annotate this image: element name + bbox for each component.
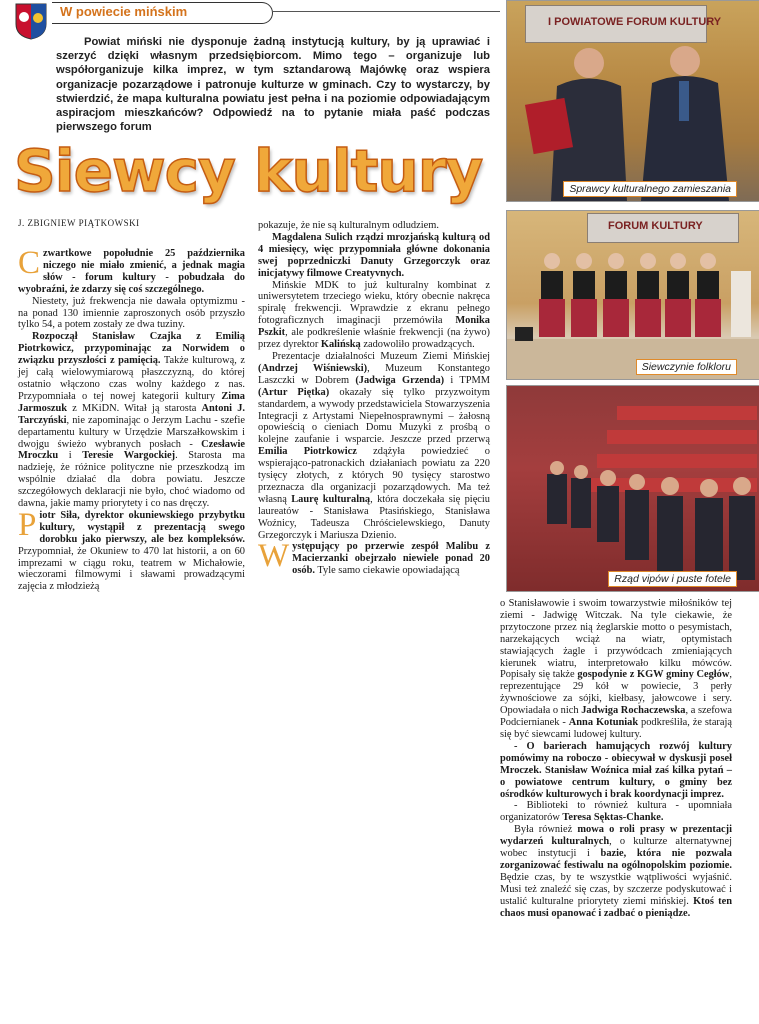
bold-text: Antoni J. Tarczyński [18, 402, 245, 426]
text: Także kulturową, z jej całą wielowymiarową płaszczyzną, do której ostatnio włączono czas wolny każdego z nas. Przypomniała o tej nowej kategorii kultury [18, 355, 245, 402]
drop-cap: P [18, 506, 37, 543]
article-column-1 [18, 245, 245, 593]
bold-text: Monika Pszkit [258, 315, 490, 339]
bold-text: Zima Jarmoszuk [18, 390, 245, 414]
paragraph [18, 245, 245, 296]
bold-text: - O barierach hamujących rozwój kultury pomówimy na roboczo - obiecywał w dyskusji poseł Mroczek. Stanisław Woźnica miał zaś kilka pytań – o powiatowe centrum kultury, o gminy bez ośrodków kulturowych i brak koordynacji imprez. [500, 740, 732, 800]
section-title: W powiecie mińskim [60, 4, 188, 19]
bold-text: Teresa Sęktas-Chanke. [562, 812, 664, 824]
text: Przypomniał, że Okuniew to 470 lat historii, a on 60 imprezami w ciągu roku, teatrem w Michałowie, wieczorami filmowymi i sławami prowadzącymi zajęcia z młodzieżą [18, 545, 245, 593]
banner-text: I POWIATOWE FORUM KULTURY [548, 16, 722, 28]
audience-illustration [507, 386, 759, 591]
text: okazały się tylko przyzwoitym standardem, a wywody przedstawiciela Stowarzyszenia Integracji z Artystami Niepełnosprawnymi – żałosną opowieścią o cieniach Domu Muzyki z prośbą o kolejne zaufanie i wsparcie. Jeszcze przed przerwą [258, 386, 491, 446]
text: , o kulturze alternatywnej wobec instytucji i [500, 836, 732, 860]
headline: Siewcy kultury [14, 137, 483, 205]
bold-text: Czesławie Mroczku [18, 438, 245, 462]
text: i [58, 450, 83, 462]
bold-text: gospodynie z KGW gminy Cegłów [577, 669, 730, 681]
text: - Biblioteki to również kultura - upomniała organizatorów [500, 800, 732, 824]
lead-paragraph [56, 35, 490, 134]
text: , reprezentujące 29 kół w powiecie, 3 perły żywnościowe za sójki, kiełbasy, jałowcowe i sery. Opowiadała o nich [500, 669, 732, 717]
bold-text: Rozpoczął Stanisław Czajka z Emilią Piotrkowicz, przypominając za Norwidem o związku przyszłości z pamięcią. [18, 331, 245, 367]
text: . Starosta ma nadzieję, że różnice polityczne nie przeszkodzą im wspólnie działać dla dobra powiatu. Jeszcze szczegółowych deklaracji nie było, choć wiadomo od dawna, jakie mamy priorytety i co nas dręczy. [18, 450, 245, 510]
bold-text: bazie, która nie pozwala zorganizować festiwalu na ogólnopolskim poziomie. [500, 848, 732, 871]
banner-text: FORUM KULTURY [608, 220, 703, 232]
text: , która doczekała się pięciu laureatów - Stanisława Ptasińskiego, Stanisława Woźnicy, Tadeusza Chróścielewskiego, Danuty Grzegorczyk i Mariusza Dzienio. [258, 493, 490, 541]
photo-speakers [506, 0, 759, 202]
text: Mińskie MDK to już kulturalny kombinat z uniwersytetem trzeciego wieku, który obecnie nakręca spiralę frekwencji. Wprawdzie z ekranu pełnego fotograficznych imaginacji przemówiła [258, 279, 490, 327]
speakers-illustration [507, 41, 759, 201]
bold-text: (Andrzej Wiśniewski) [258, 362, 368, 374]
bold-text: Laurę kulturalną [291, 493, 371, 505]
paragraph [500, 824, 732, 919]
powiat-crest-icon [14, 2, 48, 40]
text: Była również [514, 824, 578, 836]
text: z MKiDN. Witał ją starosta [67, 402, 202, 414]
bold-text: Ktoś ten chaos musi opanować i zadbać o pieniądze. [500, 895, 732, 919]
article-column-3 [500, 598, 732, 919]
paragraph: pokazuje, że nie są kulturalnym odludziem. [258, 220, 439, 231]
paragraph [500, 598, 732, 741]
text: zadowoliło prowadzących. [360, 339, 475, 351]
forum-banner [587, 213, 739, 243]
author-byline: J. ZBIGNIEW PIĄTKOWSKI [18, 218, 140, 228]
paragraph [500, 741, 732, 801]
article-column-2 [258, 220, 490, 577]
bold-text: Emilia Piotrkowicz [258, 446, 357, 458]
bold-text: (Jadwiga Grzenda) [355, 374, 445, 386]
header-rule [272, 11, 500, 12]
bold-text: iotr Siła, dyrektor okuniewskiego przybytku kultury, wystąpił z prezentacją swego dorobku jako pierwszy, ale bez kompleksów. [39, 509, 245, 545]
drop-cap: W [258, 538, 290, 575]
forum-banner [525, 5, 722, 43]
paragraph [18, 506, 245, 593]
paragraph: Niestety, już frekwencja nie dawała optymizmu - na ponad 130 imiennie zaproszonych osób przyszło tylko 54, a potem zostały ze dwa tuziny. [18, 295, 245, 331]
paragraph [258, 232, 490, 280]
paragraph [258, 351, 490, 542]
photo-caption: Sprawcy kulturalnego zamieszania [563, 181, 737, 197]
photo-audience [506, 385, 759, 592]
text: , Muzeum Konstantego Laszczki w Dobrem [258, 362, 490, 386]
bold-text: Kalińską [320, 339, 361, 351]
text: i TPMM [444, 374, 491, 386]
paragraph [18, 331, 245, 510]
bold-text: Jadwiga Rochaczewska [581, 705, 686, 717]
text: , a szefowa Podciernianek - [500, 705, 732, 729]
paragraph [258, 538, 490, 577]
text: Tyle samo ciekawie opowiadającą [314, 565, 460, 577]
photo-caption: Siewczynie folkloru [636, 359, 737, 375]
photo-folk-group [506, 210, 759, 380]
text: zdążyła powiedzieć o wspierająco-patronackich działaniach powiatu za 220 tysięcy złotych, z których 90 tysięcy starostwo przeznacza dla organizacji pozarządowych. Ma też własną [258, 446, 490, 505]
bold-text: Magdalena Sulich rządzi mrozjańską kulturą od 4 miesięcy, więc przypomniała główne dokonania swej poprzedniczki Danuty Grzegorczyk oraz inicjatywy filmowe Creatyvnych. [258, 231, 490, 279]
bold-text: mowa o roli prasy w prezentacji wydarzeń kulturalnych [500, 824, 732, 848]
bold-text: (Artur Piętka) [258, 386, 330, 398]
bold-text: zwartkowe popołudnie 25 października niczego nie miało zmienić, a jednak magia słów - forum kultury - pobudzała do wyobraźni, że zdarzy się coś szczególnego. [18, 248, 245, 295]
text: Będzie czas, by te wszystkie wątpliwości wyjaśnić. Musi też znaleźć się czas, by szczerze podyskutować i ustalić kulturalne priorytety ziemi mińskiej. [500, 871, 732, 907]
paragraph [258, 280, 490, 351]
text: Prezentacje działalności Muzeum Ziemi Mińskiej [272, 350, 490, 362]
lead-text: Powiat miński nie dysponuje żadną instytucją kultury, by ją uprawiać i szerzyć dzięki własnym przedsiębiorcom. Mimo tego – organizuje lub współorganizuje kilka imprez, w tym sztandarową Majówkę oraz wspiera organizacje pozarządowe i patronuje kulturze w gminach. Czy to wystarczy, by stwierdzić, że mapa kulturalna powiatu jest pełna i na poziomie odpowiadającym aspiracjom mieszkańców? Odpowiedź na to pytanie miała paść podczas pierwszego forum [56, 36, 490, 134]
text: o Stanisławowie i swoim towarzystwie miłośników tej ziemi - Jadwigę Witczak. Na tyle ciekawie, że przytoczone przez nią żeglarskie motto o pesymistach, narzekających wciąż na wiatr, optymistach stawiających żagle i przywódcach zmieniających kierunek wiatru, interpretowało kilku mówców. Popisały się także [500, 598, 732, 681]
text: , ale podkreślenie właśnie frekwencji (na żywo) przez dyrektor [258, 327, 490, 351]
drop-cap: C [18, 245, 41, 281]
bold-text: ystępujący po przerwie zespół Malibu z Macierzanki obejrzało niewiele ponad 20 osób. [292, 541, 490, 577]
bold-text: Teresie Wargockiej [82, 450, 176, 462]
text: , nie zapominając o Jerzym Lachu - szefie departamentu kultury w Urzędzie Marszałkowskim i dwojgu świeżo wybranych posłach - [18, 414, 245, 450]
photo-caption: Rząd vipów i puste fotele [608, 571, 737, 587]
text: podkreśliła, że starają się być siewcami ludowej kultury. [500, 717, 732, 740]
bold-text: Anna Kotuniak [568, 717, 639, 729]
section-tab [52, 2, 273, 24]
paragraph [500, 800, 732, 824]
